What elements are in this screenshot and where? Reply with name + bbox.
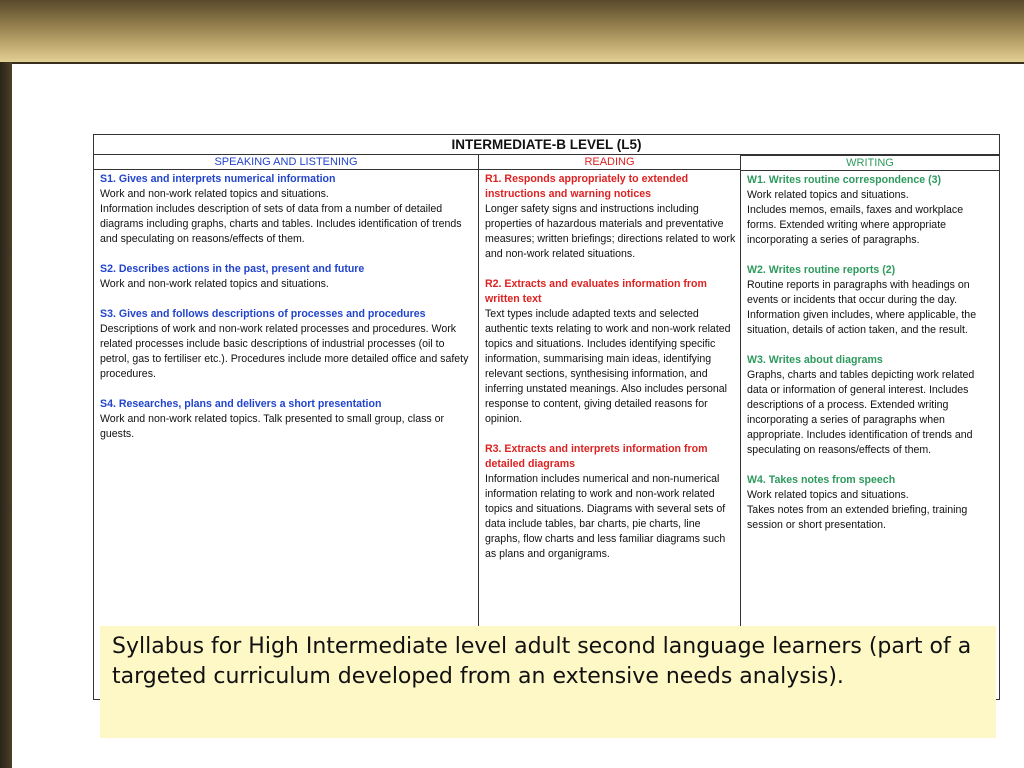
section-heading: S3. Gives and follows descriptions of processes and procedures	[100, 308, 426, 320]
section-body: Work related topics and situations. Includes memos, emails, faxes and workplace forms. Extended writing where appropriate incorporating a series of paragraphs.	[747, 189, 964, 246]
section-s3	[100, 307, 474, 382]
section-body: Work related topics and situations. Takes notes from an extended briefing, training session or short presentation.	[747, 489, 968, 531]
section-s1	[100, 172, 474, 247]
header-divider	[0, 62, 1024, 64]
section-heading: S1. Gives and interprets numerical information	[100, 173, 336, 185]
section-w2	[747, 263, 995, 338]
slide-header-band	[0, 0, 1024, 62]
section-body: Work and non-work related topics. Talk presented to small group, class or guests.	[100, 413, 445, 440]
section-heading: S4. Researches, plans and delivers a short presentation	[100, 398, 382, 410]
syllabus-title: INTERMEDIATE-B LEVEL (L5)	[94, 135, 999, 155]
section-body: Work and non-work related topics and situations. Information includes description of sets of data from a number of detailed diagrams including graphs, charts and tables. Includes identification of trends and speculating on reasons/effects of them.	[100, 188, 462, 245]
section-w1	[747, 173, 995, 248]
section-body: Routine reports in paragraphs with headings on events or incidents that occur during the day. Information given includes, where applicable, the situation, details of action taken, and the result.	[747, 279, 977, 336]
section-heading: R3. Extracts and interprets information from detailed diagrams	[485, 443, 708, 470]
section-r3	[485, 442, 736, 562]
reading-column	[479, 155, 741, 700]
section-s2	[100, 262, 474, 292]
section-body: Descriptions of work and non-work related processes and procedures. Work related processes include basic descriptions of industrial processes (oil to petrol, gas to fertiliser etc.). Procedures include more detailed office and safety procedures.	[100, 323, 469, 380]
column-header-writing: WRITING	[741, 155, 999, 171]
section-heading: R2. Extracts and evaluates information from written text	[485, 278, 707, 305]
section-heading: S2. Describes actions in the past, present and future	[100, 263, 365, 275]
section-w4	[747, 473, 995, 533]
section-r1	[485, 172, 736, 262]
section-body: Information includes numerical and non-numerical information relating to work and non-work related topics and situations. Diagrams with several sets of data include tables, bar charts, pie charts, line graphs, flow charts and less familiar diagrams such as plans and organigrams.	[485, 473, 726, 560]
section-body: Longer safety signs and instructions including properties of hazardous materials and preventative measures; written briefings; directions related to work and non-work related situations.	[485, 203, 736, 260]
column-header-speaking: SPEAKING AND LISTENING	[94, 155, 478, 170]
section-heading: W2. Writes routine reports (2)	[747, 264, 896, 276]
section-body: Graphs, charts and tables depicting work related data or information of general interest. Includes descriptions of a process. Extended writing incorporating a series of paragraphs when appropriate. Includes identification of trends and speculating on reasons/effects of them.	[747, 369, 975, 456]
slide-caption: Syllabus for High Intermediate level adult second language learners (part of a targeted curriculum developed from an extensive needs analysis).	[100, 626, 996, 738]
section-heading: W1. Writes routine correspondence (3)	[747, 174, 942, 186]
section-heading: W3. Writes about diagrams	[747, 354, 883, 366]
section-body: Work and non-work related topics and situations.	[100, 278, 329, 290]
speaking-listening-column	[94, 155, 479, 700]
column-header-reading: READING	[479, 155, 740, 170]
section-r2	[485, 277, 736, 427]
writing-column	[741, 155, 999, 700]
syllabus-table	[93, 134, 1000, 700]
section-w3	[747, 353, 995, 458]
section-body: Text types include adapted texts and selected authentic texts relating to work and non-work related topics and situations. Includes identifying specific information, summarising main ideas, identifying relevant sections, synthesising information, and inferring unstated meanings. Also includes personal response to content, giving detailed reasons for opinion.	[485, 308, 731, 425]
section-s4	[100, 397, 474, 442]
section-heading: R1. Responds appropriately to extended instructions and warning notices	[485, 173, 689, 200]
left-decorative-bar	[0, 62, 12, 768]
section-heading: W4. Takes notes from speech	[747, 474, 896, 486]
